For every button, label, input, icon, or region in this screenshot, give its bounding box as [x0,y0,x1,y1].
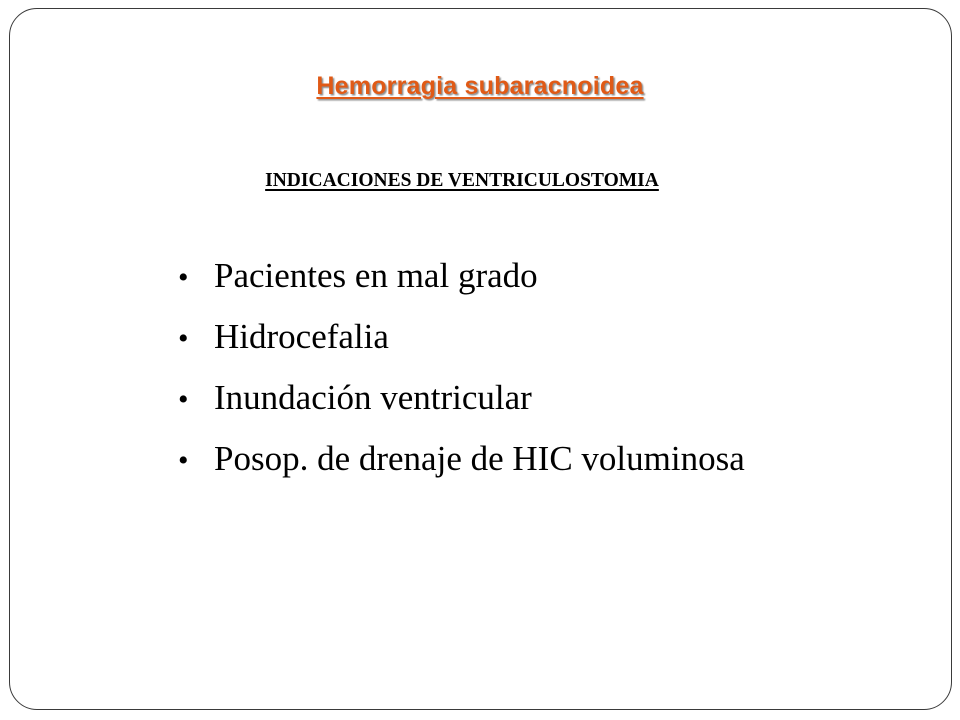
list-item [178,439,745,500]
bullet-icon: • [178,322,189,355]
list-item [178,256,745,317]
bullet-text: Hidrocefalia [214,317,389,356]
bullet-icon: • [178,444,189,477]
slide-subtitle: INDICACIONES DE VENTRICULOSTOMIA [265,170,659,191]
list-item [178,378,745,439]
bullet-text: Inundación ventricular [214,378,532,417]
slide-title: Hemorragia subaracnoidea [316,72,644,100]
bullet-list [178,256,745,500]
bullet-icon: • [178,261,189,294]
bullet-icon: • [178,383,189,416]
bullet-text: Pacientes en mal grado [214,256,538,295]
list-item [178,317,745,378]
bullet-text: Posop. de drenaje de HIC voluminosa [214,439,745,478]
